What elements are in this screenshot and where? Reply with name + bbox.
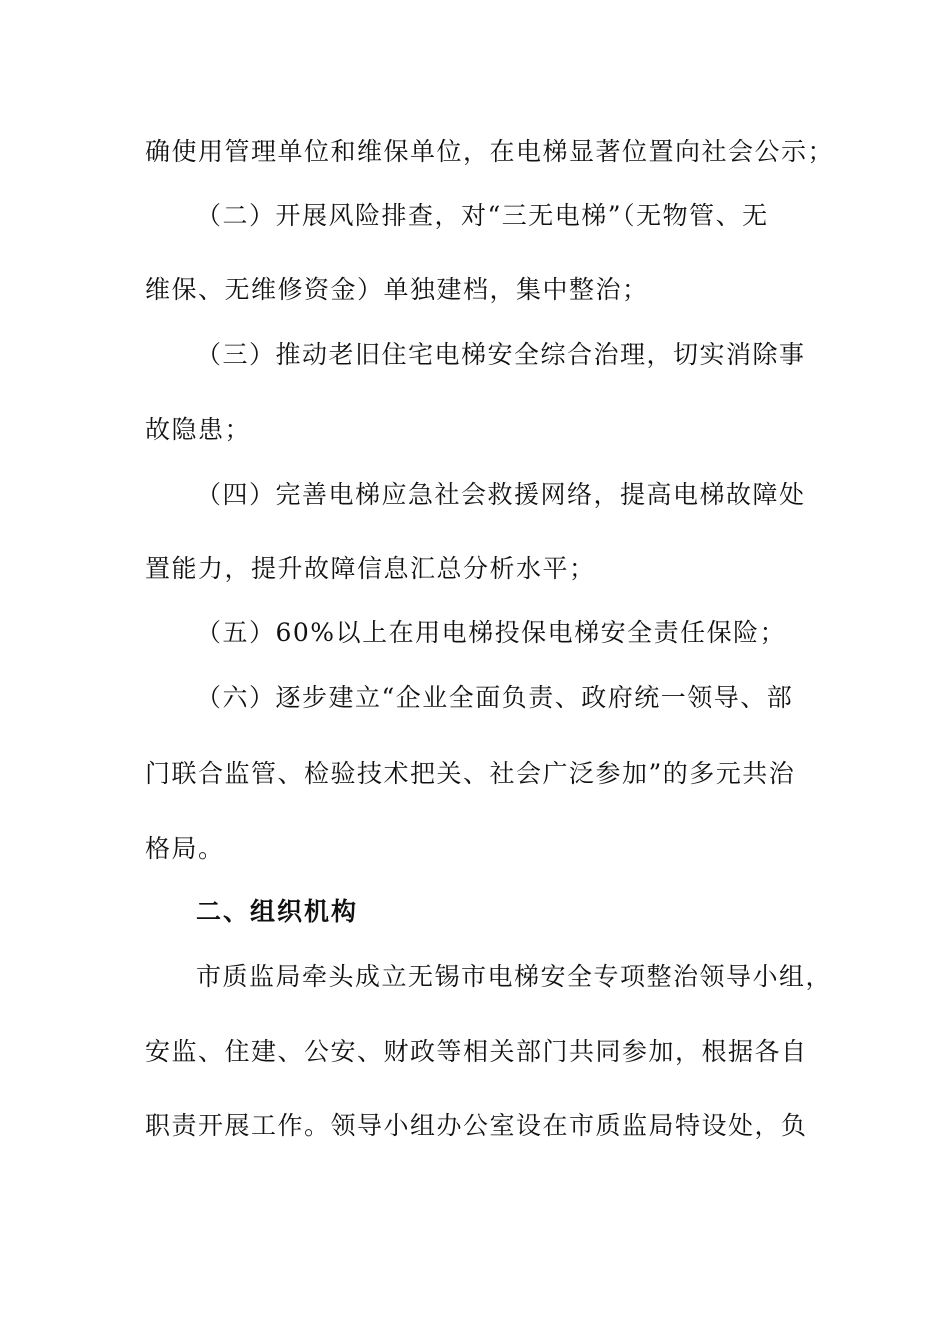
paragraph-line: 门联合监管、检验技术把关、社会广泛参加”的多元共治 xyxy=(145,759,796,788)
paragraph-line: 市质监局牵头成立无锡市电梯安全专项整治领导小组， xyxy=(196,962,833,991)
paragraph-line: 确使用管理单位和维保单位，在电梯显著位置向社会公示； xyxy=(145,137,835,166)
list-item-5: （五）60%以上在用电梯投保电梯安全责任保险； xyxy=(196,618,787,647)
list-item-3: （三）推动老旧住宅电梯安全综合治理，切实消除事 xyxy=(196,340,806,369)
section-heading: 二、组织机构 xyxy=(196,897,359,926)
paragraph-line: 维保、无维修资金）单独建档，集中整治； xyxy=(145,275,649,304)
list-item-6: （六）逐步建立“企业全面负责、政府统一领导、部 xyxy=(196,683,794,712)
paragraph-line: 安监、住建、公安、财政等相关部门共同参加，根据各自 xyxy=(145,1037,808,1066)
list-item-2: （二）开展风险排查，对“三无电梯”（无物管、无 xyxy=(196,201,769,230)
list-item-4: （四）完善电梯应急社会救援网络，提高电梯故障处 xyxy=(196,480,806,509)
paragraph-line: 故隐患； xyxy=(145,415,252,444)
paragraph-line: 职责开展工作。领导小组办公室设在市质监局特设处，负 xyxy=(145,1111,808,1140)
paragraph-line: 置能力，提升故障信息汇总分析水平； xyxy=(145,554,596,583)
paragraph-line: 格局。 xyxy=(145,834,225,863)
